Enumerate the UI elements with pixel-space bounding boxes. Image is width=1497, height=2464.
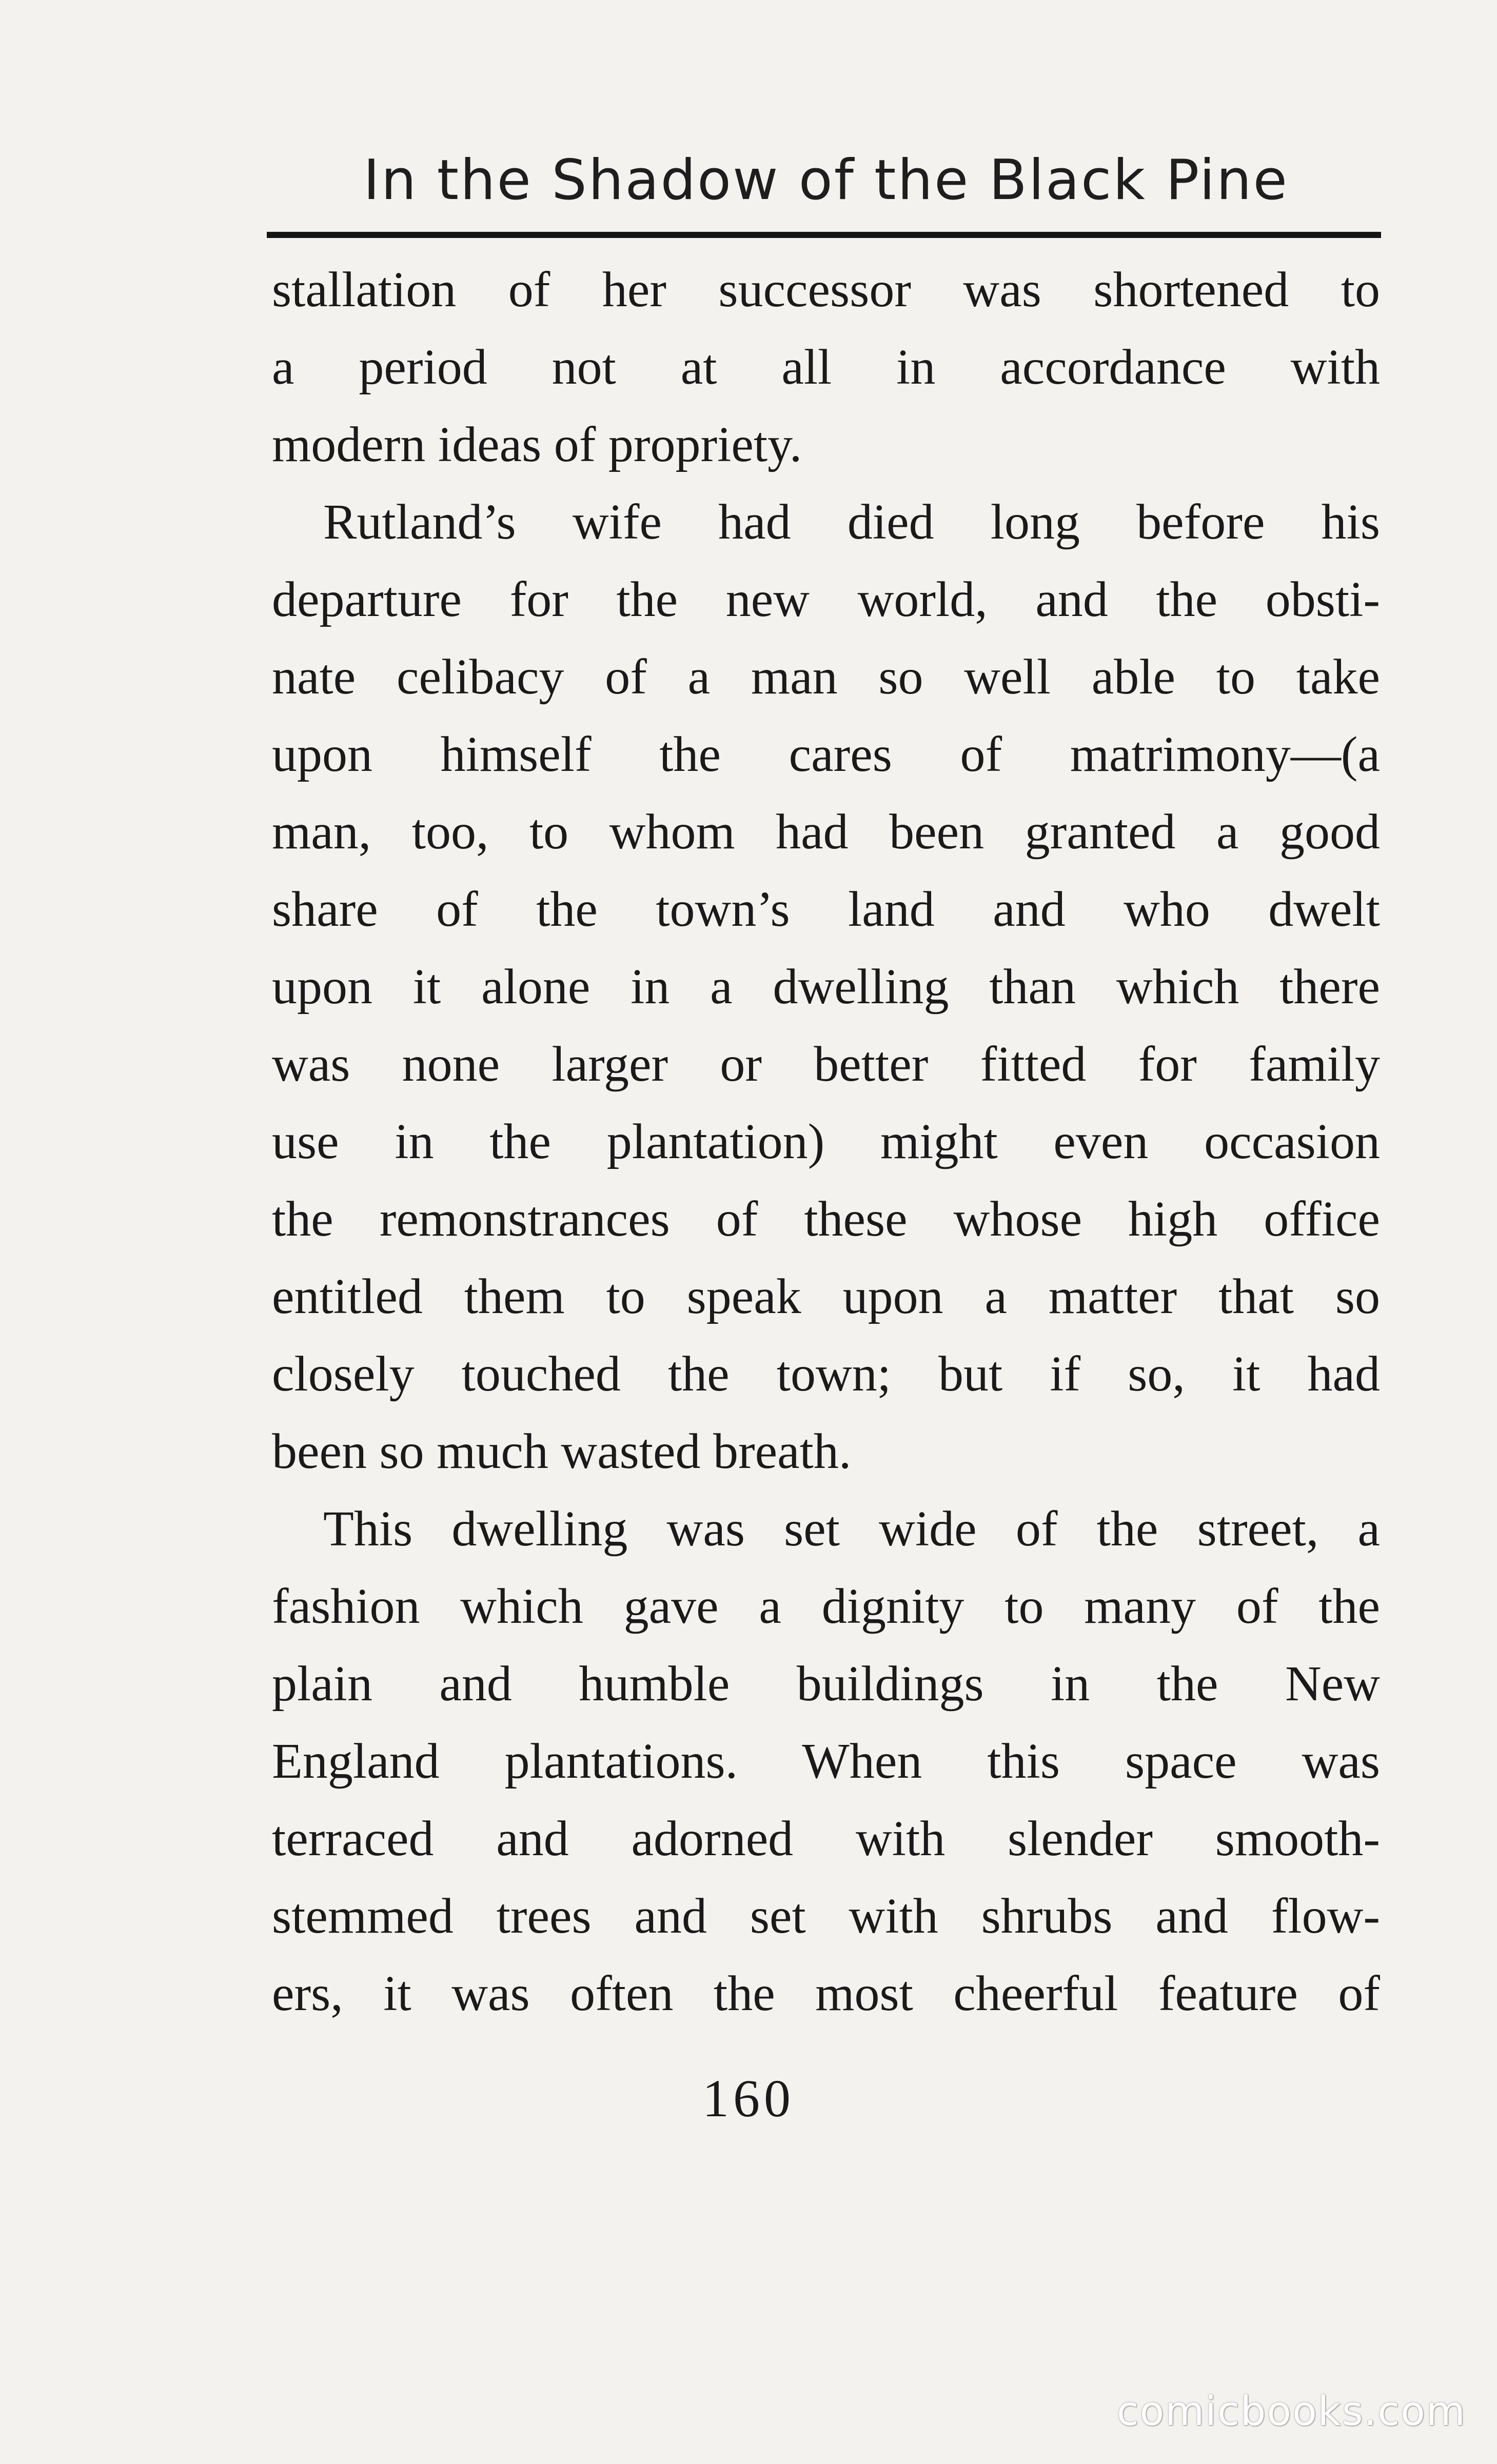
body-text xyxy=(272,251,1380,2033)
text-line: modern ideas of propriety. xyxy=(272,417,802,472)
watermark: comicbooks.com xyxy=(1116,2389,1466,2435)
text-line: nate celibacy of a man so well able to take xyxy=(272,649,1380,705)
paragraph xyxy=(272,1491,1380,2033)
text-line: fashion which gave a dignity to many of the xyxy=(272,1579,1380,1634)
page-number: 160 xyxy=(702,2069,795,2128)
text-line: a period not at all in accordance with xyxy=(272,340,1380,395)
text-line: departure for the new world, and the obsti- xyxy=(272,572,1380,627)
text-line: the remonstrances of these whose high office xyxy=(272,1191,1380,1247)
text-line: been so much wasted breath. xyxy=(272,1424,852,1479)
paragraph xyxy=(272,251,1380,484)
text-line: man, too, to whom had been granted a good xyxy=(272,804,1380,860)
header-rule xyxy=(267,232,1381,238)
text-line: share of the town’s land and who dwelt xyxy=(272,882,1380,937)
text-line: use in the plantation) might even occasion xyxy=(272,1114,1380,1169)
text-line: This dwelling was set wide of the street, a xyxy=(323,1501,1380,1557)
text-line: stemmed trees and set with shrubs and flow- xyxy=(272,1889,1380,1944)
text-line: was none larger or better fitted for family xyxy=(272,1037,1380,1092)
text-line: Rutland’s wife had died long before his xyxy=(323,494,1380,550)
paragraph xyxy=(272,484,1380,1491)
text-line: terraced and adorned with slender smooth- xyxy=(272,1811,1380,1866)
text-line: plain and humble buildings in the New xyxy=(272,1656,1380,1712)
text-line: upon himself the cares of matrimony—(a xyxy=(272,727,1380,782)
text-line: ers, it was often the most cheerful feature of xyxy=(272,1966,1380,2021)
text-line: closely touched the town; but if so, it had xyxy=(272,1346,1380,1402)
running-head: In the Shadow of the Black Pine xyxy=(363,148,1289,212)
text-line: England plantations. When this space was xyxy=(272,1734,1380,1789)
text-line: entitled them to speak upon a matter that so xyxy=(272,1269,1380,1324)
text-line: stallation of her successor was shortened to xyxy=(272,262,1380,317)
text-line: upon it alone in a dwelling than which there xyxy=(272,959,1380,1015)
